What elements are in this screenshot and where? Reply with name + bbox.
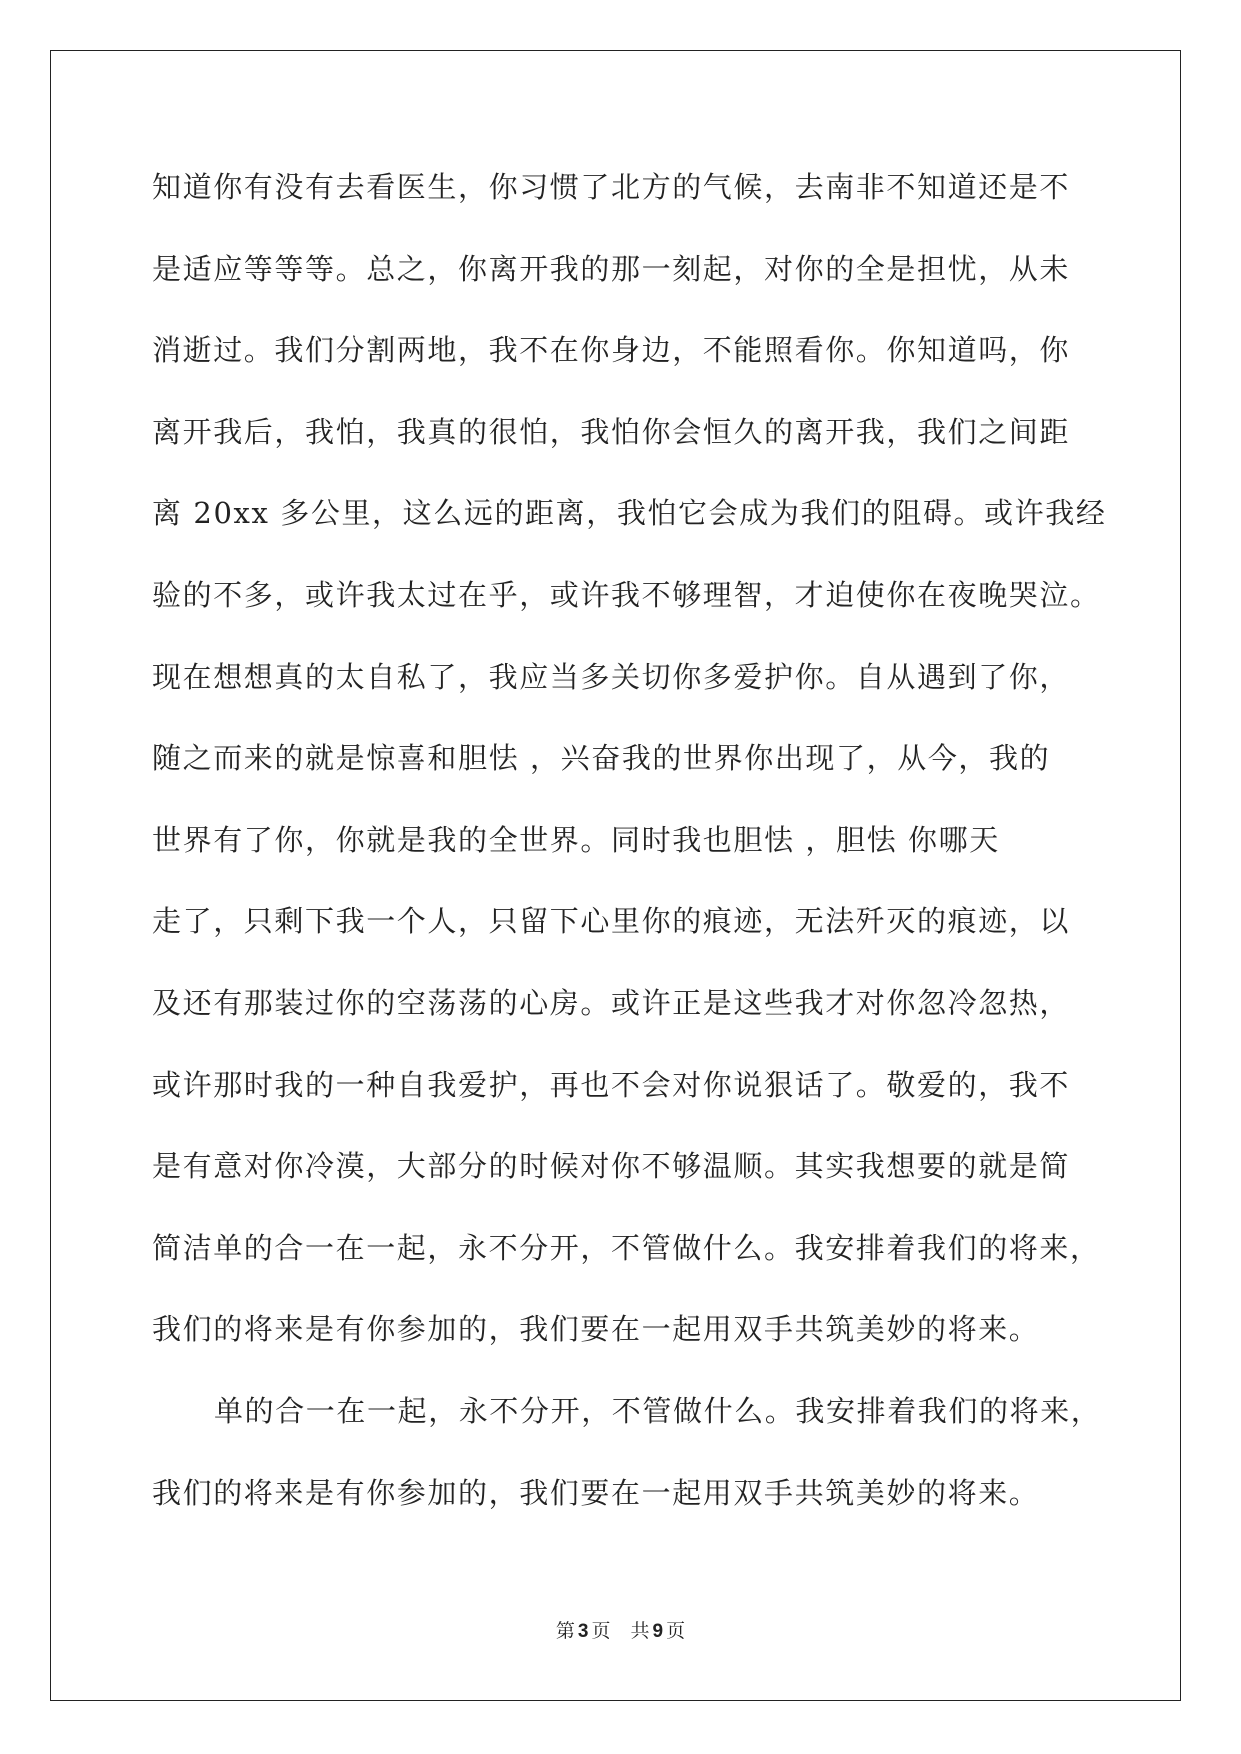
body-text: [152, 158, 1107, 1545]
text-line: 是有意对你冷漠，大部分的时候对你不够温顺。其实我想要的就是简: [152, 1149, 1071, 1184]
text-line: 及还有那装过你的空荡荡的心房。或许正是这些我才对你忽冷忽热，: [152, 985, 1071, 1020]
page-footer: [0, 1616, 1241, 1643]
footer-page-suffix: 页: [591, 1620, 611, 1642]
footer-prefix: 第: [555, 1620, 575, 1642]
text-line: 消逝过。我们分割两地，我不在你身边，不能照看你。你知道吗，你: [152, 333, 1071, 368]
text-line: 验的不多，或许我太过在乎，或许我不够理智，才迫使你在夜晚哭泣。: [152, 577, 1101, 612]
text-line: 知道你有没有去看医生，你习惯了北方的气候，去南非不知道还是不: [152, 170, 1071, 204]
footer-total-suffix: 页: [666, 1620, 686, 1642]
total-pages: 9: [652, 1621, 664, 1642]
text-line: 世界有了你，你就是我的全世界。同时我也胆怯 ，胆怯 你哪天: [152, 822, 1000, 857]
text-line: 我们的将来是有你参加的，我们要在一起用双手共筑美妙的将来。: [152, 1312, 1040, 1347]
text-line: 离开我后，我怕，我真的很怕，我怕你会恒久的离开我，我们之间距: [152, 414, 1071, 449]
text-line: 或许那时我的一种自我爱护，再也不会对你说狠话了。敬爱的，我不: [152, 1067, 1071, 1102]
page-number: 3: [577, 1621, 589, 1642]
text-line: 是适应等等等。总之，你离开我的那一刻起，对你的全是担忧，从未: [152, 251, 1071, 286]
text-line: 简洁单的合一在一起，永不分开，不管做什么。我安排着我们的将来，: [152, 1230, 1101, 1265]
text-line: 随之而来的就是惊喜和胆怯 ，兴奋我的世界你出现了，从今，我的: [152, 741, 1051, 776]
text-line: 我们的将来是有你参加的，我们要在一起用双手共筑美妙的将来。: [152, 1475, 1040, 1510]
text-line: 离 20xx 多公里，这么远的距离，我怕它会成为我们的阻碍。或许我经: [152, 496, 1107, 531]
footer-total-prefix: 共: [630, 1620, 650, 1642]
text-line: 走了，只剩下我一个人，只留下心里你的痕迹，无法歼灭的痕迹，以: [152, 904, 1071, 939]
text-line: 现在想想真的太自私了，我应当多关切你多爱护你。自从遇到了你，: [152, 659, 1071, 694]
text-line: 单的合一在一起，永不分开，不管做什么。我安排着我们的将来，: [214, 1393, 1102, 1428]
